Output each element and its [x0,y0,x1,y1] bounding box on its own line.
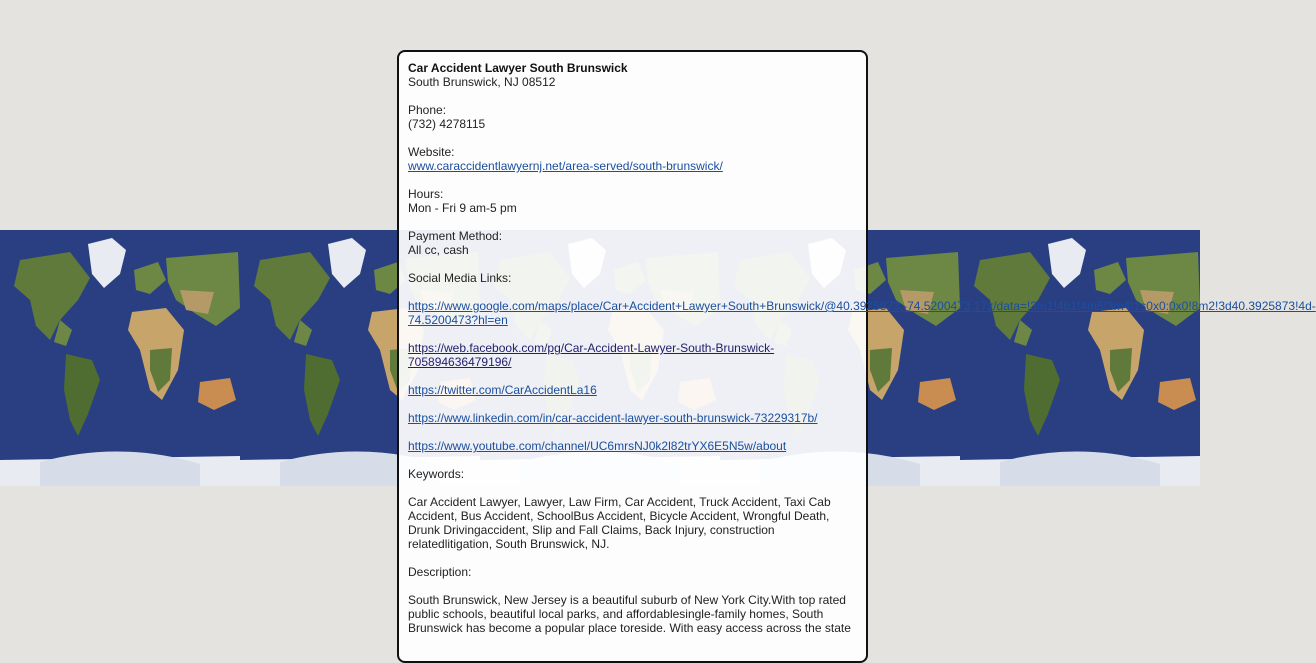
twitter-link[interactable]: https://twitter.com/CarAccidentLa16 [408,383,597,397]
facebook-link[interactable]: https://web.facebook.com/pg/Car-Accident-Lawyer-South-Brunswick- [408,341,775,355]
website-label: Website: [408,145,455,159]
linkedin-link[interactable]: https://www.linkedin.com/in/car-accident-lawyer-south-brunswick-73229317b/ [408,411,818,425]
hours-value: Mon - Fri 9 am-5 pm [408,201,517,215]
google-maps-link-cont[interactable]: 74.5200473?hl=en [408,313,508,327]
website-link[interactable]: www.caraccidentlawyernj.net/area-served/south-brunswick/ [408,159,723,173]
hours-label: Hours: [408,187,444,201]
payment-value: All cc, cash [408,243,469,257]
business-name: Car Accident Lawyer South Brunswick [408,61,628,75]
keywords-value: Car Accident Lawyer, Lawyer, Law Firm, Car Accident, Truck Accident, Taxi Cab Accident, Bus Accident, SchoolBus Accident, Bicycle Accident, Wrongful Death, Drunk Drivingaccident, Slip and Fall Claims, Back Injury, construction relatedlitigation, South Brunswick, NJ. [408,495,831,551]
payment-label: Payment Method: [408,229,503,243]
description-label: Description: [408,565,472,579]
youtube-link[interactable]: https://www.youtube.com/channel/UC6mrsNJ0k2l82trYX6E5N5w/about [408,439,787,453]
keywords-label: Keywords: [408,467,465,481]
business-info-card [397,50,1316,663]
phone-label: Phone: [408,103,447,117]
facebook-link-cont[interactable]: 705894636479196/ [408,355,512,369]
social-media-label: Social Media Links: [408,271,512,285]
description-value: South Brunswick, New Jersey is a beautiful suburb of New York City.With top rated public schools, beautiful local parks, and affordablesingle-family homes, South Brunswick has become a popular place toreside. With easy access across the state [408,593,851,635]
phone-value: (732) 4278115 [408,117,486,131]
business-address: South Brunswick, NJ 08512 [408,75,556,89]
google-maps-link[interactable]: https://www.google.com/maps/place/Car+Accident+Lawyer+South+Brunswick/@40.3925873,-74.5200473,17z/data=!3m1!4b1!4m5!3m4!1s0x0:0x0!8m2!3d40.3925873!4d- [408,299,1316,313]
